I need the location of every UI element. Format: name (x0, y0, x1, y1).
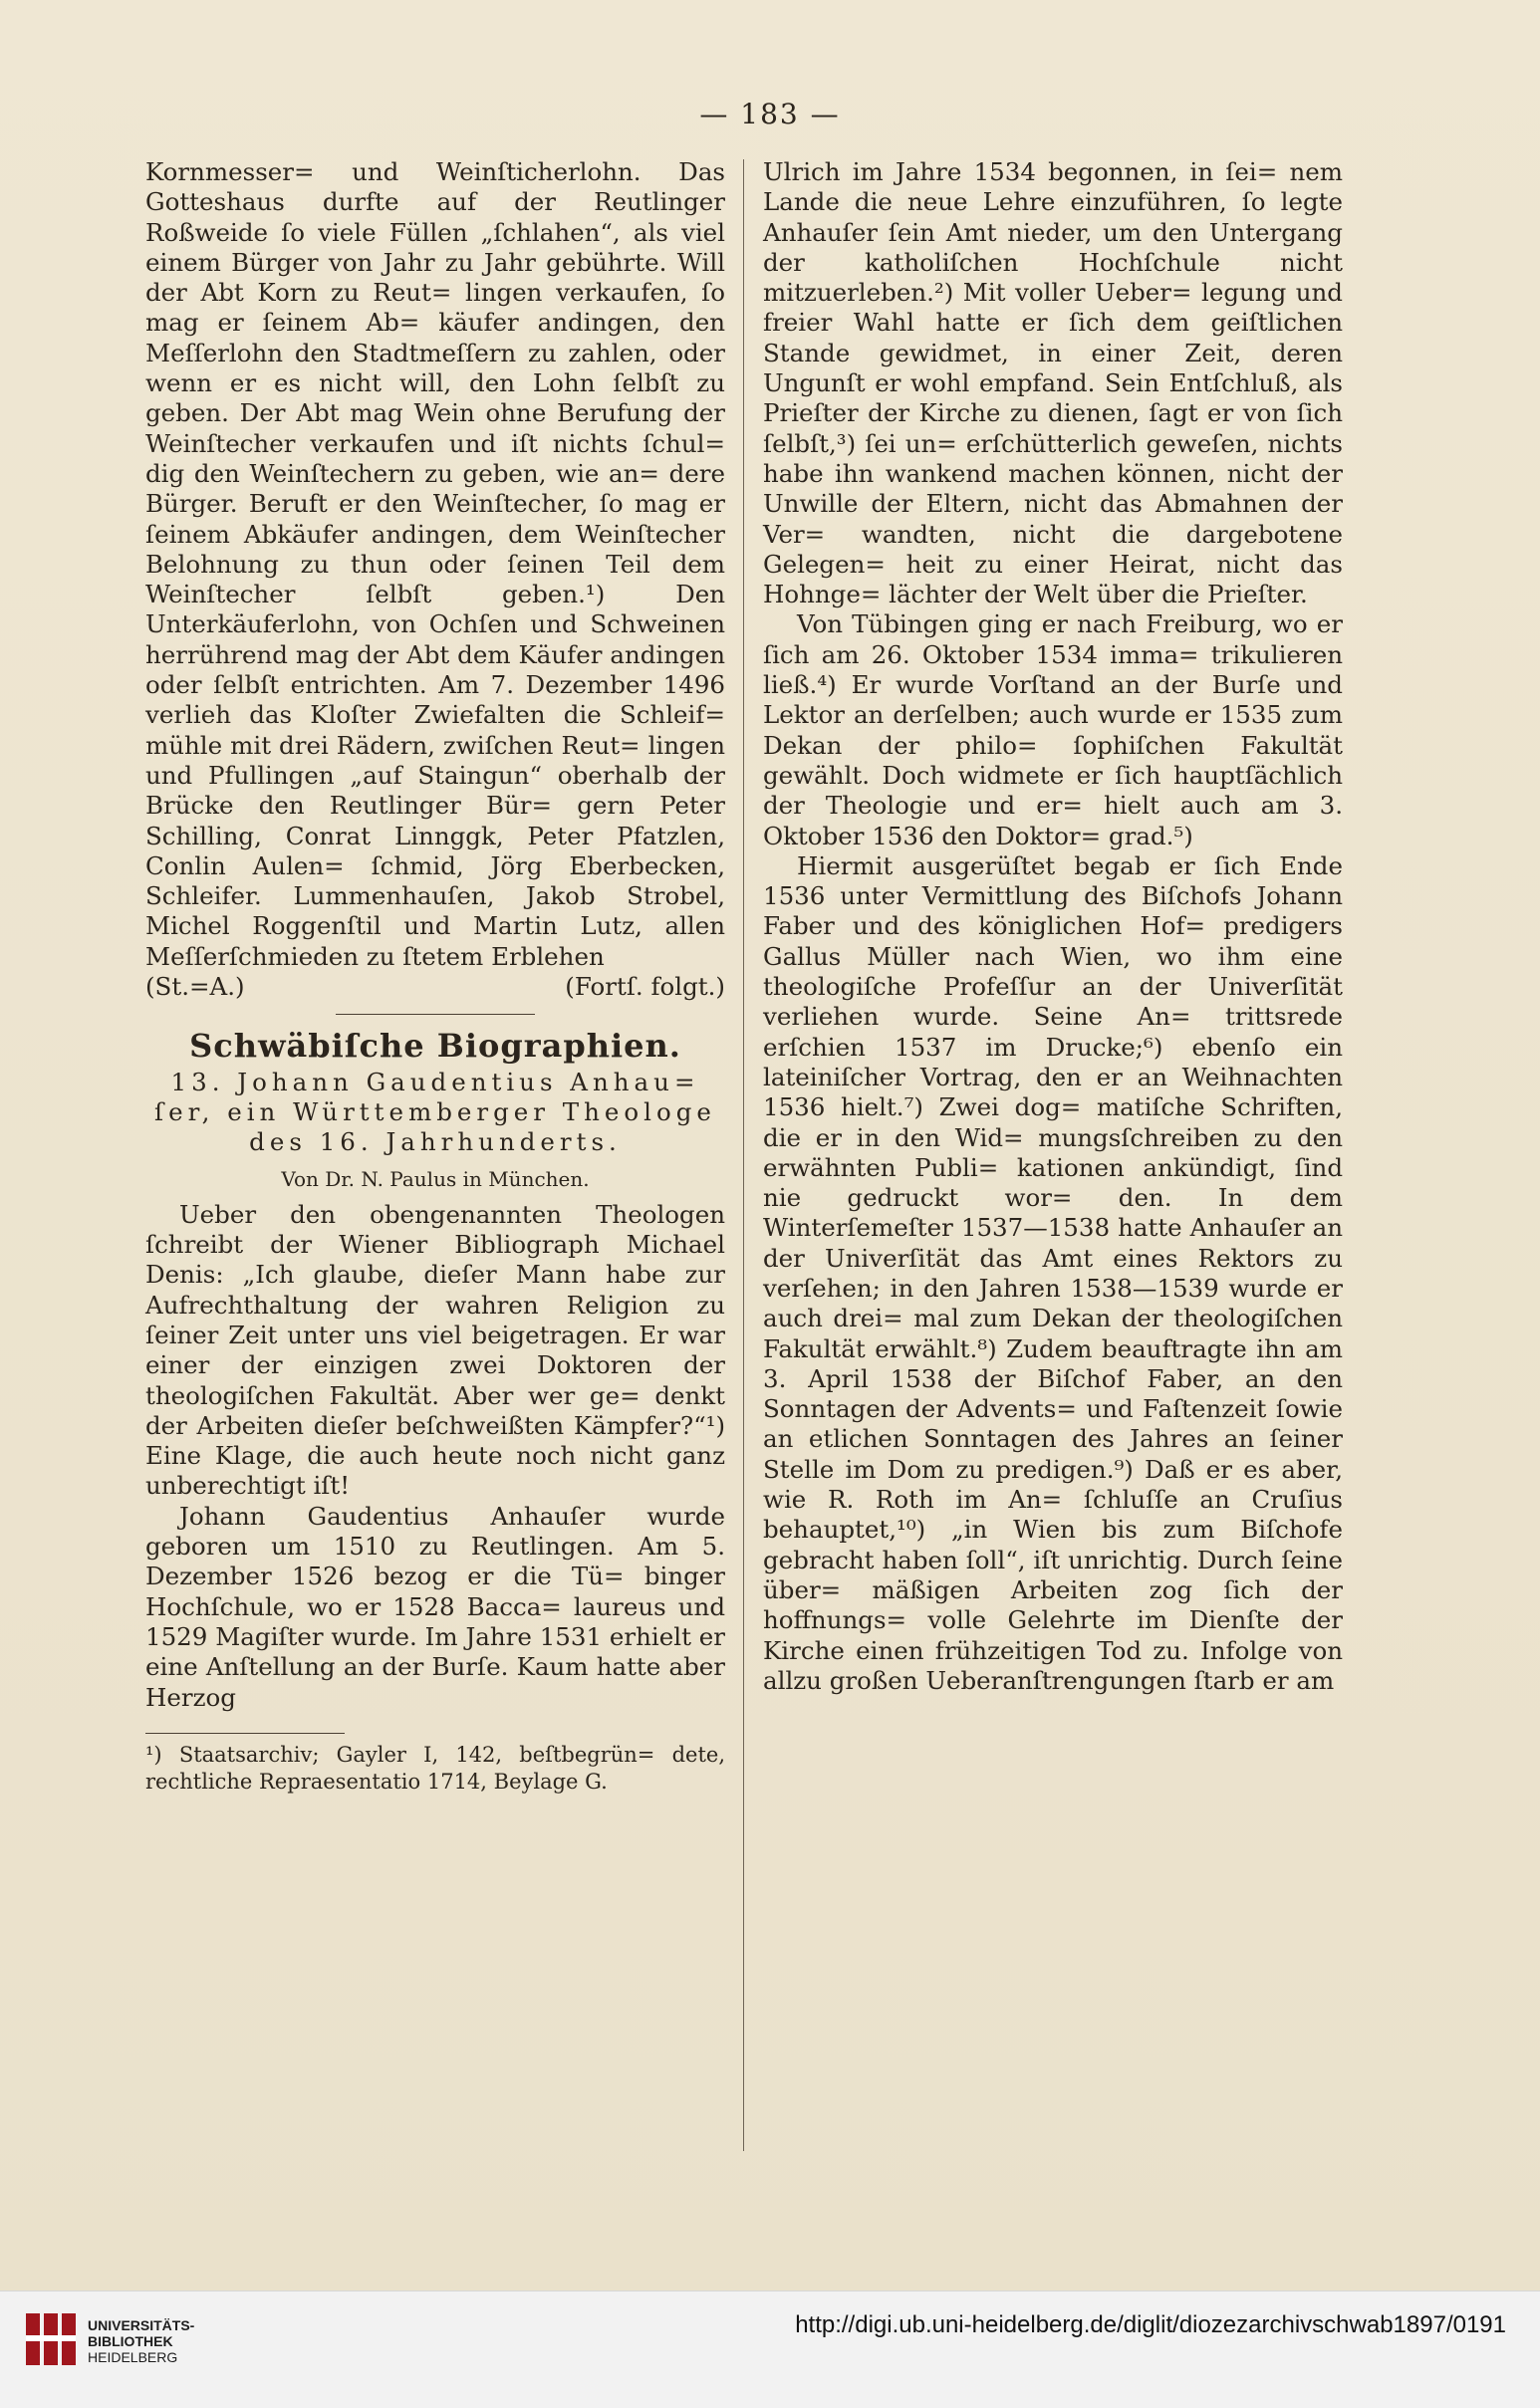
right-paragraph-2: Von Tübingen ging er nach Freiburg, wo er ſich am 26. Oktober 1534 imma= trikulieren ließ.⁴) Er wurde Vorſtand an der Burſe und Lektor an derſelben; auch wurde er 1535 zum Dekan der philo= ſophiſchen Fakultät gewählt. Doch widmete er ſich hauptſächlich der Theologie und er= hielt auch am 3. Oktober 1536 den Doktor= grad.⁵) (763, 609, 1343, 850)
library-line-1: UNIVERSITÄTS- (88, 2317, 195, 2333)
page-number: — 183 — (699, 98, 841, 130)
section-divider (336, 1014, 535, 1015)
document-url-link[interactable]: http://digi.ub.uni-heidelberg.de/diglit/diozezarchivschwab1897/0191 (795, 2311, 1506, 2338)
viewer-footer (0, 2290, 1540, 2408)
section-heading: Schwäbiſche Biographien. (189, 1027, 681, 1066)
library-line-3: HEIDELBERG (88, 2349, 178, 2365)
right-column (763, 157, 1343, 1696)
footnote: ¹) Staatsarchiv; Gayler I, 142, beſtbegrün= dete, rechtliche Repraesentatio 1714, Beylage G. (145, 1742, 725, 1794)
column-divider (743, 159, 744, 2151)
continuation-line (145, 972, 725, 1002)
library-line-2: BIBLIOTHEK (88, 2333, 173, 2349)
left-paragraph-1: Kornmesser= und Weinſticherlohn. Das Gotteshaus durfte auf der Reutlinger Roßweide ſo viele Füllen „ſchlahen“, als viel einem Bürger von Jahr zu Jahr gebührte. Will der Abt Korn zu Reut= lingen verkaufen, ſo mag er ſeinem Ab= käufer andingen, den Meſſerlohn den Stadtmeſſern zu zahlen, oder wenn er es nicht will, den Lohn ſelbſt zu geben. Der Abt mag Wein ohne Berufung der Weinſtecher verkaufen und iſt nichts ſchul= dig den Weinſtechern zu geben, wie an= dere Bürger. Beruft er den Weinſtecher, ſo mag er ſeinem Abkäufer andingen, dem Weinſtecher Belohnung zu thun oder ſeinen Teil dem Weinſtecher ſelbſt geben.¹) Den Unterkäuferlohn, von Ochſen und Schweinen herrührend mag der Abt dem Käufer andingen oder ſelbſt entrichten. Am 7. Dezember 1496 verlieh das Kloſter Zwiefalten die Schleif= mühle mit drei Rädern, zwiſchen Reut= lingen und Pfullingen „auf Staingun“ oberhalb der Brücke den Reutlinger Bür= gern Peter Schilling, Conrat Linnggk, Peter Pfatzlen, Conlin Aulen= ſchmid, Jörg Eberbecken, Schleifer. Lummenhauſen, Jakob Strobel, Michel Roggenſtil und Martin Lutz, allen Meſſerſchmieden zu ſtetem Erblehen (145, 157, 725, 971)
heidelberg-university-library-logo-icon (22, 2309, 82, 2369)
right-paragraph-3: Hiermit ausgerüſtet begab er ſich Ende 1536 unter Vermittlung des Biſchofs Johann Faber und des königlichen Hof= predigers Gallus Müller nach Wien, wo ihm eine theologiſche Profeſſur an der Univerſität verliehen wurde. Seine An= trittsrede erſchien 1537 im Drucke;⁶) ebenſo ein lateiniſcher Vortrag, den er an Weihnachten 1536 hielt.⁷) Zwei dog= matiſche Schriften, die er in den Wid= mungsſchreiben zu den erwähnten Publi= kationen ankündigt, ſind nie gedruckt wor= den. In dem Winterſemeſter 1537—1538 hatte Anhauſer an der Univerſität das Amt eines Rektors zu verſehen; in den Jahren 1538—1539 wurde er auch drei= mal zum Dekan der theologiſchen Fakultät erwählt.⁸) Zudem beauftragte ihn am 3. April 1538 der Biſchof Faber, an den Sonntagen der Advents= und Faſtenzeit ſowie an etlichen Sonntagen des Jahres an ſeiner Stelle im Dom zu predigen.⁹) Daß er es aber, wie R. Roth im An= ſchluſſe an Cruſius behauptet,¹⁰) „in Wien bis zum Biſchofe gebracht haben ſoll“, iſt unrichtig. Durch ſeine über= mäßigen Arbeiten zog ſich der hoffnungs= volle Gelehrte im Dienſte der Kirche einen frühzeitigen Tod zu. Infolge von allzu großen Ueberanſtrengungen ſtarb er am (763, 850, 1343, 1695)
article-title: 13. Johann Gaudentius Anhau= ſer, ein Württemberger Theologe des 16. Jahrhunderts. (154, 1067, 716, 1157)
left-paragraph-3: Johann Gaudentius Anhauſer wurde geboren um 1510 zu Reutlingen. Am 5. Dezember 1526 bezog er die Tü= binger Hochſchule, wo er 1528 Bacca= laureus und 1529 Magiſter wurde. Im Jahre 1531 erhielt er eine Anſtellung an der Burſe. Kaum hatte aber Herzog (145, 1501, 725, 1712)
article-byline: Von Dr. N. Paulus in München. (281, 1166, 590, 1191)
left-paragraph-2: Ueber den obengenannten Theologen ſchreibt der Wiener Bibliograph Michael Denis: „Ich glaube, dieſer Mann habe zur Aufrechthaltung der wahren Religion zu ſeiner Zeit unter uns viel beigetragen. Er war einer der einzigen zwei Doktoren der theologiſchen Fakultät. Aber wer ge= denkt der Arbeiten dieſer beſchweißten Kämpfer?“¹) Eine Klage, die auch heute noch nicht ganz unberechtigt iſt! (145, 1199, 725, 1501)
left-column (145, 157, 725, 1796)
right-paragraph-1: Ulrich im Jahre 1534 begonnen, in ſei= nem Lande die neue Lehre einzuführen, ſo legte Anhauſer ſein Amt nieder, um den Untergang der katholiſchen Hochſchule nicht mitzuerleben.²) Mit voller Ueber= legung und freier Wahl hatte er ſich dem geiſtlichen Stande gewidmet, in einer Zeit, deren Ungunſt er wohl empfand. Sein Entſchluß, als Prieſter der Kirche zu dienen, ſagt er von ſich ſelbſt,³) ſei un= erſchütterlich geweſen, nichts habe ihn wankend machen können, nicht der Unwille der Eltern, nicht das Abmahnen der Ver= wandten, nicht die dargebotene Gelegen= heit zu einer Heirat, nicht das Hohnge= lächter der Welt über die Prieſter. (763, 157, 1343, 609)
continued-note: (Fortſ. folgt.) (565, 972, 725, 1002)
source-reference: (St.=A.) (145, 972, 245, 1002)
library-name (88, 2317, 194, 2365)
footnote-divider (145, 1733, 345, 1734)
